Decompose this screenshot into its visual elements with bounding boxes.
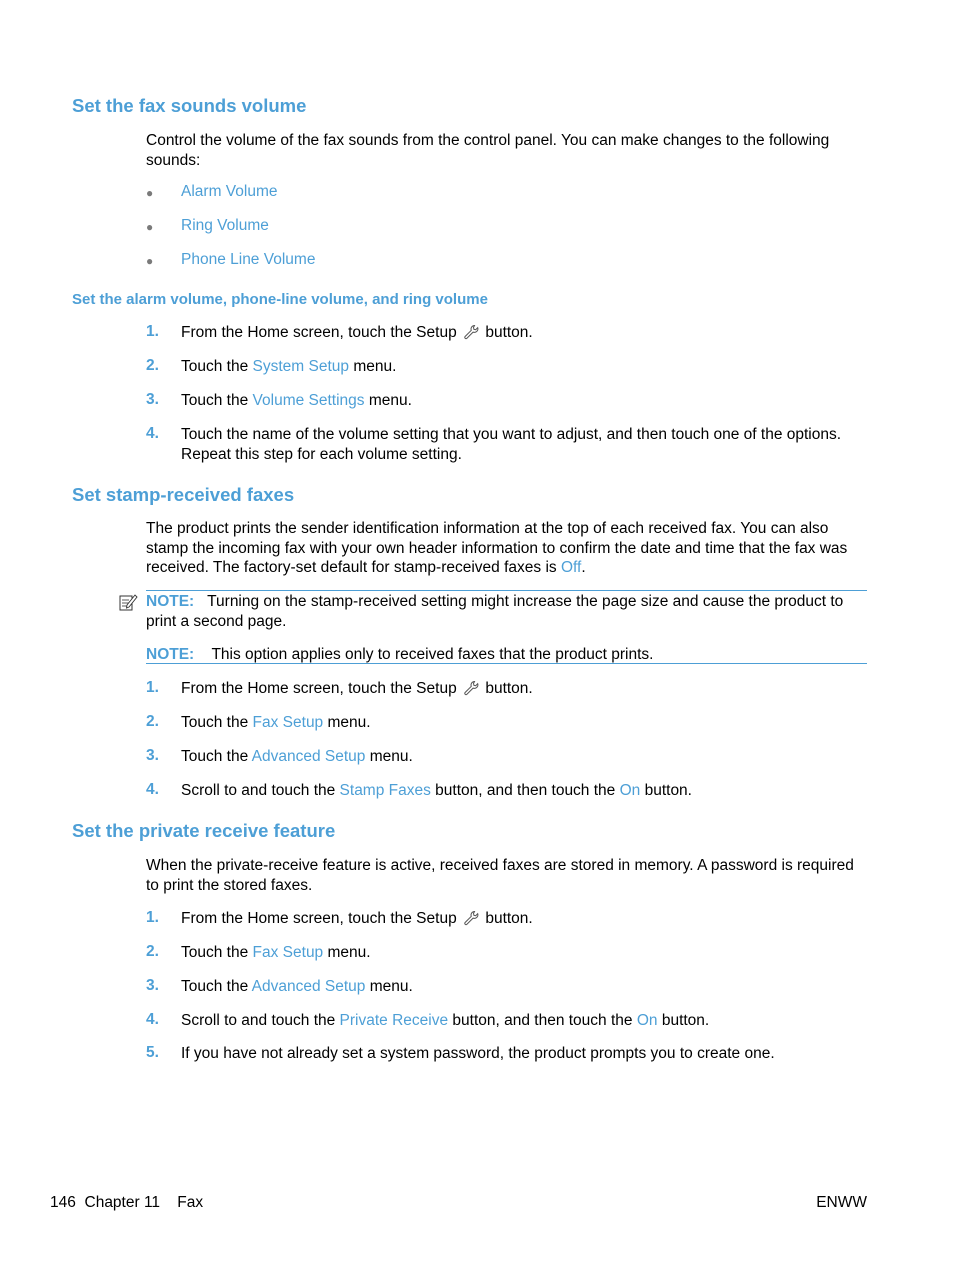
step-text-post: button. [485, 680, 533, 697]
step-text [181, 943, 871, 963]
note-1 [146, 592, 868, 631]
button-link-on: On [619, 782, 641, 799]
step-text-post: menu. [364, 392, 412, 409]
menu-link-system-setup: System Setup [252, 358, 350, 375]
step-text [181, 977, 871, 997]
menu-link-volume-settings: Volume Settings [252, 392, 365, 409]
step-text-post: button. [640, 782, 692, 799]
step-text-mid: button, and then touch the [430, 782, 620, 799]
step-text-pre: Touch the [181, 358, 253, 375]
step-text [181, 357, 871, 377]
bullet-icon: ● [146, 186, 154, 200]
bullet-icon: ● [146, 254, 154, 268]
step-text-pre: From the Home screen, touch the Setup [181, 680, 457, 697]
note-text: This option applies only to received faxes that the product prints. [211, 646, 654, 663]
section-intro: Control the volume of the fax sounds from the control panel. You can make changes to the following sounds: [146, 132, 830, 169]
step-text-pre: Touch the [181, 392, 253, 409]
step-number: 3. [146, 747, 159, 764]
step-text-pre: From the Home screen, touch the Setup [181, 324, 457, 341]
section-intro: When the private-receive feature is active, received faxes are stored in memory. A password is required to print the stored faxes. [146, 857, 854, 894]
note-label: NOTE: [146, 646, 195, 663]
note-icon [118, 592, 138, 612]
section-intro [146, 519, 871, 578]
button-link-stamp-faxes: Stamp Faxes [339, 782, 431, 799]
list-item-phone-line-volume: Phone Line Volume [181, 251, 316, 268]
step-text-pre: Touch the [181, 748, 252, 765]
setting-link-off: Off [560, 559, 582, 576]
step-text-pre: Touch the [181, 978, 252, 995]
step-text-pre: Scroll to and touch the [181, 782, 340, 799]
step-number: 4. [146, 781, 159, 798]
wrench-icon [463, 324, 479, 340]
step-text-pre: From the Home screen, touch the Setup [181, 910, 457, 927]
step-number: 2. [146, 713, 159, 730]
chapter-label: Chapter 11 [84, 1194, 161, 1211]
step-number: 4. [146, 425, 159, 442]
step-text [181, 1011, 871, 1031]
list-item-alarm-volume: Alarm Volume [181, 183, 278, 200]
step-text-post: menu. [349, 358, 397, 375]
step-text-post: button. [485, 910, 533, 927]
step-text-post: menu. [365, 978, 413, 995]
subsection-heading: Set the alarm volume, phone-line volume, and ring volume [72, 291, 488, 308]
step-text: Touch the name of the volume setting that you want to adjust, and then touch one of the options. Repeat this step for each volume setting. [181, 426, 842, 463]
step-text [181, 679, 871, 699]
step-number: 4. [146, 1011, 159, 1028]
note-bottom-rule [146, 663, 867, 664]
step-text-post: button. [657, 1012, 710, 1029]
step-text-pre: Touch the [181, 944, 253, 961]
button-link-private-receive: Private Receive [339, 1012, 449, 1029]
note-text: Turning on the stamp-received setting might increase the page size and cause the product to print a second page. [146, 593, 844, 630]
step-number: 2. [146, 943, 159, 960]
step-text [181, 713, 871, 733]
page-footer-right: ENWW [816, 1194, 867, 1211]
step-text-post: menu. [323, 714, 371, 731]
step-text-post: button. [485, 324, 533, 341]
step-number: 1. [146, 909, 159, 926]
button-link-on: On [636, 1012, 658, 1029]
step-text-pre: Scroll to and touch the [181, 1012, 340, 1029]
page-number: 146 [50, 1194, 76, 1211]
step-text [181, 391, 871, 411]
bullet-icon: ● [146, 220, 154, 234]
list-item-ring-volume: Ring Volume [181, 217, 269, 234]
step-text [181, 747, 871, 767]
step-text-post: menu. [323, 944, 371, 961]
wrench-icon [463, 910, 479, 926]
page-footer-left [50, 1194, 203, 1212]
step-text-mid: button, and then touch the [448, 1012, 637, 1029]
step-text [181, 781, 871, 801]
step-number: 2. [146, 357, 159, 374]
intro-text: The product prints the sender identification information at the top of each received fax. You can also stamp the incoming fax with your own header information to confirm the date and time that the fax was received. The factory-set default for stamp-received faxes is [146, 520, 848, 576]
note-label: NOTE: [146, 593, 195, 610]
step-text-post: menu. [365, 748, 413, 765]
chapter-title: Fax [177, 1194, 204, 1211]
menu-link-fax-setup: Fax Setup [252, 944, 324, 961]
section-heading: Set the fax sounds volume [72, 95, 307, 116]
menu-link-advanced-setup: Advanced Setup [251, 978, 366, 995]
step-text [181, 909, 871, 929]
menu-link-advanced-setup: Advanced Setup [251, 748, 366, 765]
section-heading: Set the private receive feature [72, 820, 336, 841]
step-number: 1. [146, 679, 159, 696]
step-text: If you have not already set a system password, the product prompts you to create one. [181, 1045, 775, 1062]
wrench-icon [463, 680, 479, 696]
menu-link-fax-setup: Fax Setup [252, 714, 324, 731]
step-text-pre: Touch the [181, 714, 253, 731]
step-number: 1. [146, 323, 159, 340]
step-number: 3. [146, 977, 159, 994]
step-text [181, 323, 871, 343]
intro-text-end: . [581, 559, 586, 576]
section-heading: Set stamp-received faxes [72, 484, 295, 505]
step-number: 5. [146, 1044, 159, 1061]
note-top-rule [146, 590, 867, 591]
note-2 [146, 645, 868, 665]
step-number: 3. [146, 391, 159, 408]
